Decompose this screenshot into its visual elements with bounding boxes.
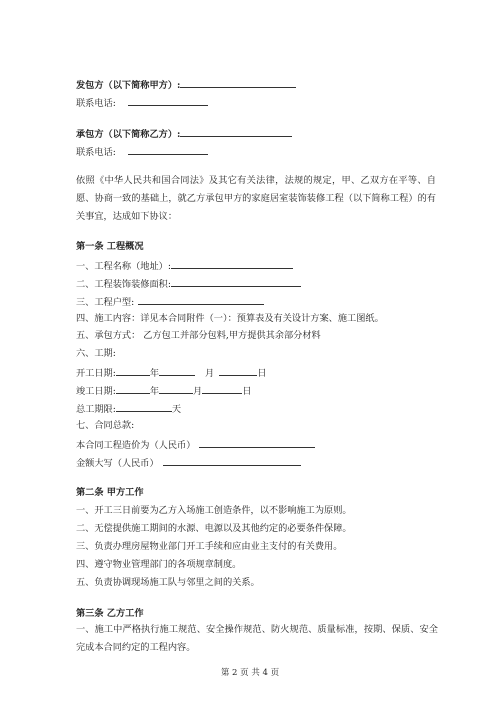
contractor-blank[interactable] [180,127,292,137]
project-name-line [76,259,293,273]
article2-title: 第二条 甲方工作 [76,487,144,498]
employer-label: 发包方（以下简称甲方）: [76,80,181,91]
employer-phone-line [76,96,208,110]
price-words-line [76,456,301,470]
article2-item: 一、开工三日前要为乙方入场施工创造条件，以不影响施工为原则。 [76,505,352,516]
start-year-blank[interactable] [116,366,150,376]
start-date-line [76,366,266,380]
article1-title: 第一条 工程概况 [76,241,144,252]
employer-phone-label: 联系电话: [76,98,116,109]
project-name-label: 一、工程名称（地址）: [76,261,171,272]
page-footer: 第 2 页 共 4 页 [220,668,280,678]
project-area-label: 二、工程装饰装修面积: [76,279,171,290]
start-month-unit: 月 [205,368,215,379]
article3-title: 第三条 乙方工作 [76,608,144,619]
contractor-label: 承包方（以下简称乙方）: [76,129,181,140]
article2-item: 三、负责办理房屋物业部门开工手续和应由业主支付的有关费用。 [76,541,343,552]
contractor-phone-blank[interactable] [128,145,208,155]
total-period-blank[interactable] [116,402,172,412]
intro-paragraph: 依照《中华人民共和国合同法》及其它有关法律，法规的规定，甲、乙双方在平等、自愿、协商一致的基础上，就乙方承包甲方的家庭居室装饰装修工程（以下简称工程）的有关事宜，达成如下协议： [76,175,436,222]
project-area-line [76,277,301,291]
article3-item: 一、施工中严格执行施工规范、安全操作规范、防火规范、质量标准，按期、保质、安全完成本合同约定的工程内容。 [76,624,438,653]
contractor-phone-label: 联系电话: [76,147,116,158]
end-day-blank[interactable] [202,384,242,394]
project-area-blank[interactable] [171,277,301,287]
contractor-line [76,127,292,141]
price-title: 七、合同总款: [76,420,135,431]
article2-item: 四、遵守物业管理部门的各项规章制度。 [76,559,242,570]
end-day-unit: 日 [242,386,252,397]
contractor-phone-line [76,145,208,159]
project-type-blank[interactable] [138,295,264,305]
end-month-blank[interactable] [159,384,193,394]
start-date-label: 开工日期: [76,368,116,379]
start-year-unit: 年 [149,368,160,379]
price-words-label: 金额大写（人民币） [76,458,159,469]
end-date-line [76,384,251,398]
total-period-line [76,402,181,416]
employer-phone-blank[interactable] [128,96,208,106]
project-period-title: 六、工期: [76,348,116,359]
start-day-unit: 日 [257,368,267,379]
article2-item: 五、负责协调现场施工队与邻里之间的关系。 [76,577,260,588]
price-words-blank[interactable] [163,456,301,466]
project-name-blank[interactable] [171,259,293,269]
employer-line [76,78,296,92]
start-day-blank[interactable] [219,366,257,376]
end-date-label: 竣工日期: [76,386,116,397]
price-rmb-label: 本合同工程造价为（人民币） [76,440,196,451]
total-period-unit: 天 [171,404,182,415]
article2-item: 二、无偿提供施工期间的水源、电源以及其他约定的必要条件保障。 [76,523,352,534]
price-rmb-line [76,438,315,452]
employer-blank[interactable] [180,78,296,88]
total-period-label: 总工期限: [76,404,116,415]
start-month-blank[interactable] [159,366,195,376]
end-year-unit: 年 [149,386,160,397]
project-content-line: 四、施工内容：详见本合同附件（一）：预算表及有关设计方案、施工图纸。 [76,313,384,324]
project-type-line [76,295,264,309]
project-method-line: 五、承包方式： 乙方包工并部分包料,甲方提供其余部分材料 [76,330,321,341]
project-type-label: 三、工程户型: [76,297,135,308]
end-year-blank[interactable] [116,384,150,394]
price-rmb-blank[interactable] [199,438,315,448]
end-month-unit: 月 [193,386,203,397]
